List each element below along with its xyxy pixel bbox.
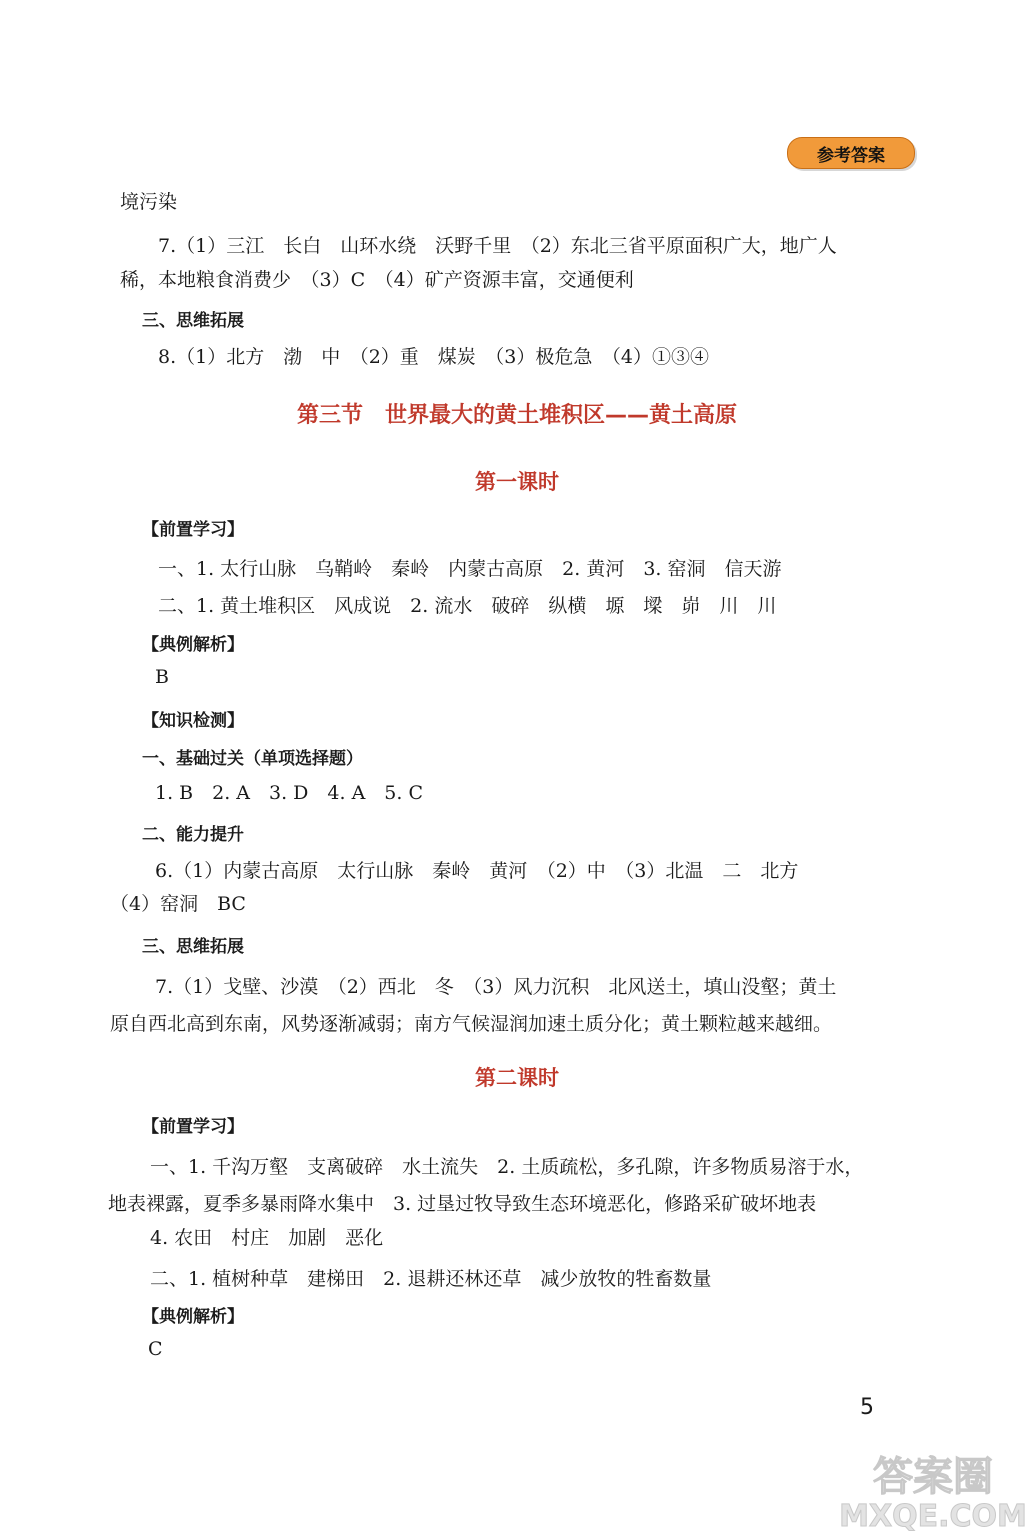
section-heading: 【知识检测】 xyxy=(142,711,244,731)
text-line: 境污染 xyxy=(120,191,178,213)
watermark-text-bottom: MXQE.COM xyxy=(839,1499,1027,1532)
watermark-logo xyxy=(838,1448,1028,1532)
text-line: 二、1. 植树种草 建梯田 2. 退耕还林还草 减少放牧的牲畜数量 xyxy=(150,1268,712,1290)
text-line: 4. 农田 村庄 加剧 恶化 xyxy=(150,1227,384,1249)
section-heading: 【前置学习】 xyxy=(142,1117,244,1137)
text-line: 6.（1）内蒙古高原 太行山脉 秦岭 黄河 （2）中 （3）北温 二 北方 xyxy=(155,860,799,882)
section-heading: 【典例解析】 xyxy=(142,635,244,655)
answer-text: C xyxy=(148,1338,163,1360)
text-line: 一、1. 太行山脉 乌鞘岭 秦岭 内蒙古高原 2. 黄河 3. 窑洞 信天游 xyxy=(158,558,782,580)
text-line: 1. B 2. A 3. D 4. A 5. C xyxy=(155,782,424,804)
section-heading: 【典例解析】 xyxy=(142,1307,244,1327)
answer-text: B xyxy=(155,666,169,688)
section-heading: 【前置学习】 xyxy=(142,520,244,540)
text-line: 稀，本地粮食消费少 （3）C （4）矿产资源丰富，交通便利 xyxy=(120,269,634,291)
text-line: 地表裸露，夏季多暴雨降水集中 3. 过垦过牧导致生态环境恶化，修路采矿破坏地表 xyxy=(108,1193,817,1215)
watermark-text-top: 答案圈 xyxy=(873,1454,993,1500)
section-heading: 三、思维拓展 xyxy=(142,311,244,331)
lesson-title: 第一课时 xyxy=(475,470,559,494)
lesson-title: 第二课时 xyxy=(475,1066,559,1090)
section-heading: 二、能力提升 xyxy=(142,825,244,845)
section-title: 第三节 世界最大的黄土堆积区——黄土高原 xyxy=(296,403,737,428)
text-line: 7.（1）三江 长白 山环水绕 沃野千里 （2）东北三省平原面积广大，地广人 xyxy=(158,235,837,257)
text-line: 8.（1）北方 渤 中 （2）重 煤炭 （3）极危急 （4）①③④ xyxy=(158,346,709,368)
text-line: （4）窑洞 BC xyxy=(110,893,246,915)
answer-key-tag: 参考答案 xyxy=(787,137,915,169)
text-line: 一、1. 千沟万壑 支离破碎 水土流失 2. 土质疏松，多孔隙，许多物质易溶于水， xyxy=(150,1156,864,1178)
section-heading: 三、思维拓展 xyxy=(142,937,244,957)
page-number: 5 xyxy=(860,1395,874,1420)
text-line: 二、1. 黄土堆积区 风成说 2. 流水 破碎 纵横 塬 墚 峁 川 川 xyxy=(158,595,777,617)
text-line: 原自西北高到东南，风势逐渐减弱；南方气候湿润加速土质分化；黄土颗粒越来越细。 xyxy=(110,1013,833,1035)
section-heading: 一、基础过关（单项选择题） xyxy=(142,749,363,769)
text-line: 7.（1）戈壁、沙漠 （2）西北 冬 （3）风力沉积 北风送土，填山没壑；黄土 xyxy=(155,976,837,998)
